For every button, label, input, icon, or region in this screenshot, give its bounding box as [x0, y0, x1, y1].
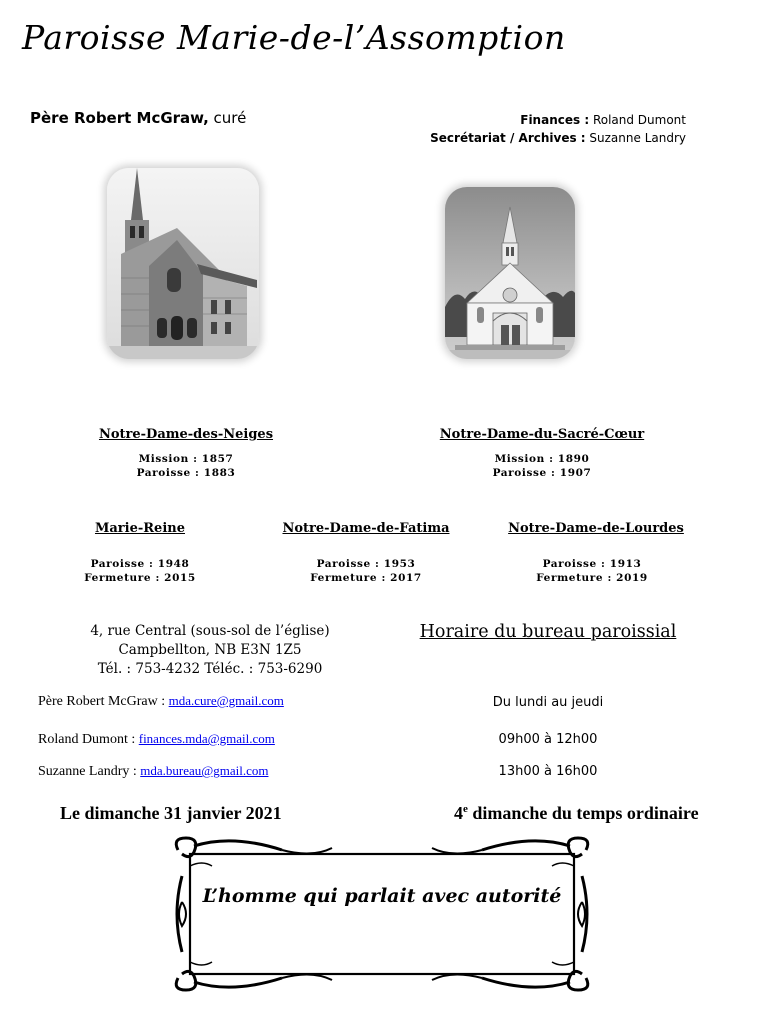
- staff-finances: [430, 111, 686, 129]
- church-dates-fatima: [266, 557, 466, 585]
- address-line: 4, rue Central (sous-sol de l’église): [90, 623, 330, 639]
- contact-separator: :: [129, 764, 141, 779]
- staff-role: Secrétariat / Archives :: [430, 131, 586, 145]
- office-hours-afternoon: 13h00 à 16h00: [498, 764, 598, 779]
- church-date-line: Paroisse : 1883: [136, 467, 236, 479]
- sunday-number: 4: [454, 803, 463, 823]
- church-dates-neiges: [86, 452, 286, 480]
- staff-role: Finances :: [520, 113, 590, 127]
- church-photo-sacre-coeur: [445, 187, 575, 359]
- email-link-cure[interactable]: mda.cure@gmail.com: [168, 693, 284, 708]
- church-name-lourdes: Notre-Dame-de-Lourdes: [508, 521, 684, 536]
- staff-name: Suzanne Landry: [585, 131, 686, 145]
- church-date-line: Paroisse : 1907: [492, 467, 592, 479]
- church-photo-neiges: [107, 168, 259, 359]
- staff-name: Roland Dumont: [589, 113, 686, 127]
- contact-name: Suzanne Landry: [38, 764, 130, 779]
- office-days: Du lundi au jeudi: [492, 695, 604, 710]
- office-hours-morning: 09h00 à 12h00: [498, 732, 598, 747]
- church-name-marie-reine: Marie-Reine: [94, 521, 185, 536]
- church-name-sacre-coeur: Notre-Dame-du-Sacré-Cœur: [439, 427, 645, 442]
- contact-name: Père Robert McGraw: [38, 694, 158, 709]
- church-date-line: Fermeture : 2015: [84, 572, 196, 584]
- contact-separator: :: [157, 694, 169, 709]
- address-phone: Tél. : 753-4232 Téléc. : 753-6290: [97, 661, 323, 677]
- priest-name: Père Robert McGraw,: [30, 109, 209, 127]
- staff-list: [430, 111, 686, 147]
- email-link-bureau[interactable]: mda.bureau@gmail.com: [140, 763, 269, 778]
- church-date-line: Paroisse : 1953: [316, 558, 416, 570]
- church-date-line: Paroisse : 1913: [542, 558, 642, 570]
- bulletin-date: Le dimanche 31 janvier 2021: [60, 803, 282, 823]
- parish-title: Paroisse Marie-de-l’Assomption: [22, 18, 566, 57]
- sunday-ordinal: e: [463, 803, 468, 815]
- contact-finances: [38, 731, 275, 748]
- priest-line: [30, 109, 246, 127]
- office-hours-title: Horaire du bureau paroissial: [419, 622, 677, 642]
- church-date-line: Mission : 1890: [494, 453, 590, 465]
- contact-name: Roland Dumont: [38, 732, 128, 747]
- contact-bureau: [38, 763, 268, 780]
- ornamental-frame: [172, 836, 592, 992]
- church-name-neiges: Notre-Dame-des-Neiges: [98, 427, 274, 442]
- contact-separator: :: [127, 732, 139, 747]
- church-date-line: Fermeture : 2019: [536, 572, 648, 584]
- church-date-line: Fermeture : 2017: [310, 572, 422, 584]
- contact-cure: [38, 693, 284, 710]
- church-dates-sacre-coeur: [442, 452, 642, 480]
- staff-secretariat: [430, 129, 686, 147]
- liturgical-sunday: [454, 803, 699, 824]
- email-link-finances[interactable]: finances.mda@gmail.com: [138, 731, 275, 746]
- church-name-fatima: Notre-Dame-de-Fatima: [282, 521, 450, 536]
- church-date-line: Mission : 1857: [138, 453, 234, 465]
- church-date-line: Paroisse : 1948: [90, 558, 190, 570]
- church-dates-marie-reine: [40, 557, 240, 585]
- address-line: Campbellton, NB E3N 1Z5: [118, 642, 302, 658]
- homily-theme: L’homme qui parlait avec autorité: [202, 885, 562, 907]
- priest-role: curé: [208, 109, 247, 127]
- sunday-label: dimanche du temps ordinaire: [467, 803, 699, 823]
- church-dates-lourdes: [492, 557, 692, 585]
- parish-address: [60, 622, 360, 679]
